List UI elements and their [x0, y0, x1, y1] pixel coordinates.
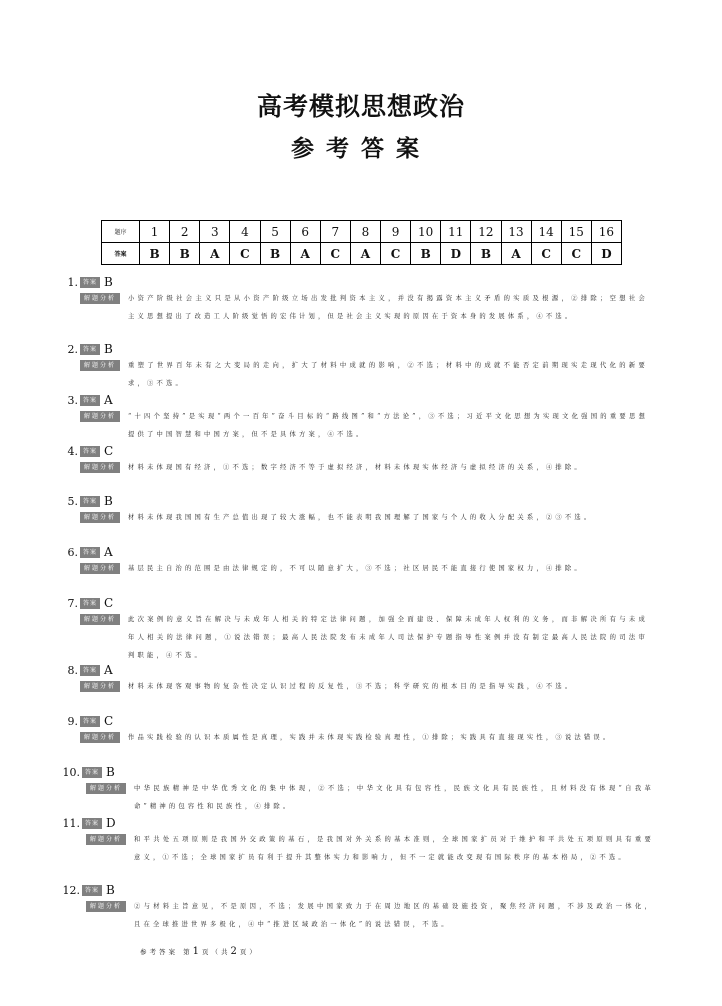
question-block: [60, 493, 660, 527]
answer-label: 答案: [102, 243, 140, 265]
header-label: 题序: [102, 221, 140, 243]
question-block: [60, 392, 660, 444]
question-number: 12.: [62, 883, 80, 897]
explanation-text: 材料未体现国有经济，①不选；数字经济不等于虚拟经济，材料未体现实体经济与虚拟经济的关系，④排除。: [128, 464, 584, 471]
explanation-text: ②与材料主旨意见，不是原因，不选；发展中国家致力于在周边地区的基础设施投资，聚焦经济问题，不涉及政治一体化，且在全球推进世界多极化，④中“推进区域政治一体化”的说法错误，不选。: [134, 903, 655, 928]
question-number: 11.: [62, 816, 80, 830]
footer-label: 参考答案: [140, 948, 178, 956]
explanation-text: 基层民主自治的范围是由法律规定的，不可以随意扩大，③不选；社区居民不能直接行使国家权力，④排除。: [128, 565, 584, 572]
table-cell: B: [471, 243, 501, 265]
answer-table: [101, 220, 622, 265]
answer-tag: 答案: [80, 547, 100, 558]
explain-tag: 解题分析: [86, 783, 126, 794]
question-number: 10.: [62, 765, 80, 779]
table-answer-row: [102, 243, 622, 265]
explanation-text: 和平共处五项原则是我国外交政策的基石，是我国对外关系的基本准则，全球国家扩员对于维护和平共处五项原则具有重要意义，①不选；全球国家扩员有利于提升其整体实力和影响力，但不一定就能改变现有国际秩序的基本格局，②不选。: [134, 836, 655, 861]
explain-tag: 解题分析: [86, 901, 126, 912]
explain-tag: 解题分析: [80, 614, 120, 625]
question-number: 3.: [67, 393, 78, 407]
footer-page-post: 页）: [239, 948, 259, 956]
answer-tag: 答案: [82, 885, 102, 896]
page-title: 高考模拟思想政治: [256, 92, 465, 121]
table-cell: D: [591, 243, 621, 265]
answer-letter: B: [104, 342, 113, 356]
answer-tag: 答案: [80, 598, 100, 609]
answer-tag: 答案: [80, 496, 100, 507]
table-cell: 11: [441, 221, 471, 243]
table-cell: 10: [411, 221, 441, 243]
answer-letter: C: [104, 444, 114, 458]
answer-letter: D: [106, 816, 116, 830]
question-block: [60, 764, 660, 816]
explain-tag: 解题分析: [80, 293, 120, 304]
table-cell: 7: [320, 221, 350, 243]
answer-tag: 答案: [82, 767, 102, 778]
explain-tag: 解题分析: [80, 563, 120, 574]
explain-tag: 解题分析: [80, 462, 120, 473]
table-cell: D: [441, 243, 471, 265]
explain-tag: 解题分析: [86, 834, 126, 845]
question-block: [60, 815, 660, 867]
table-cell: 1: [140, 221, 170, 243]
question-block: [60, 341, 660, 393]
table-cell: 8: [350, 221, 380, 243]
table-cell: A: [290, 243, 320, 265]
answer-letter: C: [104, 714, 114, 728]
table-cell: 9: [381, 221, 411, 243]
answer-tag: 答案: [80, 395, 100, 406]
explanation-text: “十四个坚持”是实现“两个一百年”奋斗目标的“路线图”和“方法论”，③不选；习近平文化思想为实现文化强国的重要思想提供了中国智慧和中国方案，但不是具体方案，④不选。: [128, 413, 649, 438]
answer-letter: B: [106, 765, 115, 779]
footer-page: 1: [192, 946, 202, 957]
explain-tag: 解题分析: [80, 512, 120, 523]
footer-total: 2: [230, 946, 240, 957]
answer-letter: A: [104, 545, 113, 559]
answer-tag: 答案: [80, 344, 100, 355]
question-block: [60, 713, 660, 747]
table-cell: C: [561, 243, 591, 265]
answer-tag: 答案: [80, 716, 100, 727]
table-cell: B: [260, 243, 290, 265]
question-number: 1.: [67, 275, 78, 289]
answer-letter: C: [104, 596, 114, 610]
table-cell: 2: [170, 221, 200, 243]
table-cell: 3: [200, 221, 230, 243]
answer-tag: 答案: [80, 446, 100, 457]
answer-letter: B: [104, 275, 113, 289]
explanation-text: 作品实践检验的认识本质属性是真理，实践并未体现实践检验真理性，①排除；实践具有直接现实性，③说法错误。: [128, 734, 613, 741]
question-block: [60, 595, 660, 665]
table-cell: A: [501, 243, 531, 265]
table-cell: 5: [260, 221, 290, 243]
question-number: 5.: [67, 494, 78, 508]
table-cell: 4: [230, 221, 260, 243]
question-block: [60, 544, 660, 578]
table-cell: C: [381, 243, 411, 265]
explain-tag: 解题分析: [80, 411, 120, 422]
explanation-text: 中华民族精神是中华优秀文化的集中体现，②不选；中华文化具有包容性，民族文化具有民族性，且材料没有体现“自我革命”精神的包容性和民族性，④排除。: [134, 785, 655, 810]
table-cell: C: [320, 243, 350, 265]
explanation-text: 小资产阶级社会主义只是从小资产阶级立场出发批判资本主义，并没有揭露资本主义矛盾的实质及根源，②排除；空想社会主义思想提出了改造工人阶级觉悟的宏伟计划，但是社会主义实现的原因在于资本身的发展体系，④不选。: [128, 295, 649, 320]
answer-tag: 答案: [80, 277, 100, 288]
table-header-row: [102, 221, 622, 243]
table-cell: 13: [501, 221, 531, 243]
question-number: 8.: [67, 663, 78, 677]
question-block: [60, 882, 660, 934]
explanation-text: 材料未体现我国国有生产总值出现了较大涨幅，也不能表明我国理解了国家与个人的收入分配关系，②③不选。: [128, 514, 594, 521]
question-number: 9.: [67, 714, 78, 728]
table-cell: A: [200, 243, 230, 265]
answer-tag: 答案: [80, 665, 100, 676]
table-cell: C: [531, 243, 561, 265]
footer-page-pre: 第: [183, 948, 193, 956]
table-cell: B: [140, 243, 170, 265]
answer-letter: A: [104, 393, 113, 407]
footer-page-mid: 页（共: [201, 948, 231, 956]
table-cell: B: [170, 243, 200, 265]
explanation-text: 重塑了世界百年未有之大变局的走向，扩大了材料中成就的影响，②不选；材料中的成就不能否定前期现实走现代化的新要求，③不选。: [128, 362, 649, 387]
table-cell: 6: [290, 221, 320, 243]
question-block: [60, 274, 660, 326]
page-footer: [140, 946, 259, 957]
table-cell: 16: [591, 221, 621, 243]
question-number: 6.: [67, 545, 78, 559]
answer-letter: B: [106, 883, 115, 897]
table-cell: B: [411, 243, 441, 265]
explain-tag: 解题分析: [80, 732, 120, 743]
question-number: 2.: [67, 342, 78, 356]
explain-tag: 解题分析: [80, 681, 120, 692]
explanation-text: 材料未体现客观事物的复杂性决定认识过程的反复性，③不选；科学研究的根本目的是指导实践，④不选。: [128, 683, 575, 690]
answer-tag: 答案: [82, 818, 102, 829]
table-cell: 15: [561, 221, 591, 243]
table-cell: 12: [471, 221, 501, 243]
answer-letter: A: [104, 663, 113, 677]
question-block: [60, 662, 660, 696]
table-cell: 14: [531, 221, 561, 243]
table-cell: A: [350, 243, 380, 265]
explanation-text: 此次案例的意义旨在解决与未成年人相关的特定法律问题，加强全面建设、保障未成年人权利的义务，而非解决所有与未成年人相关的法律问题，①说法错误；最高人民法院发布未成年人司法保护专题指导性案例并没有制定最高人民法院的司法审判职能，④不选。: [128, 616, 649, 659]
explain-tag: 解题分析: [80, 360, 120, 371]
page-subtitle: 参考答案: [291, 135, 431, 162]
question-block: [60, 443, 660, 477]
table-cell: C: [230, 243, 260, 265]
answer-letter: B: [104, 494, 113, 508]
question-number: 4.: [67, 444, 78, 458]
question-number: 7.: [67, 596, 78, 610]
